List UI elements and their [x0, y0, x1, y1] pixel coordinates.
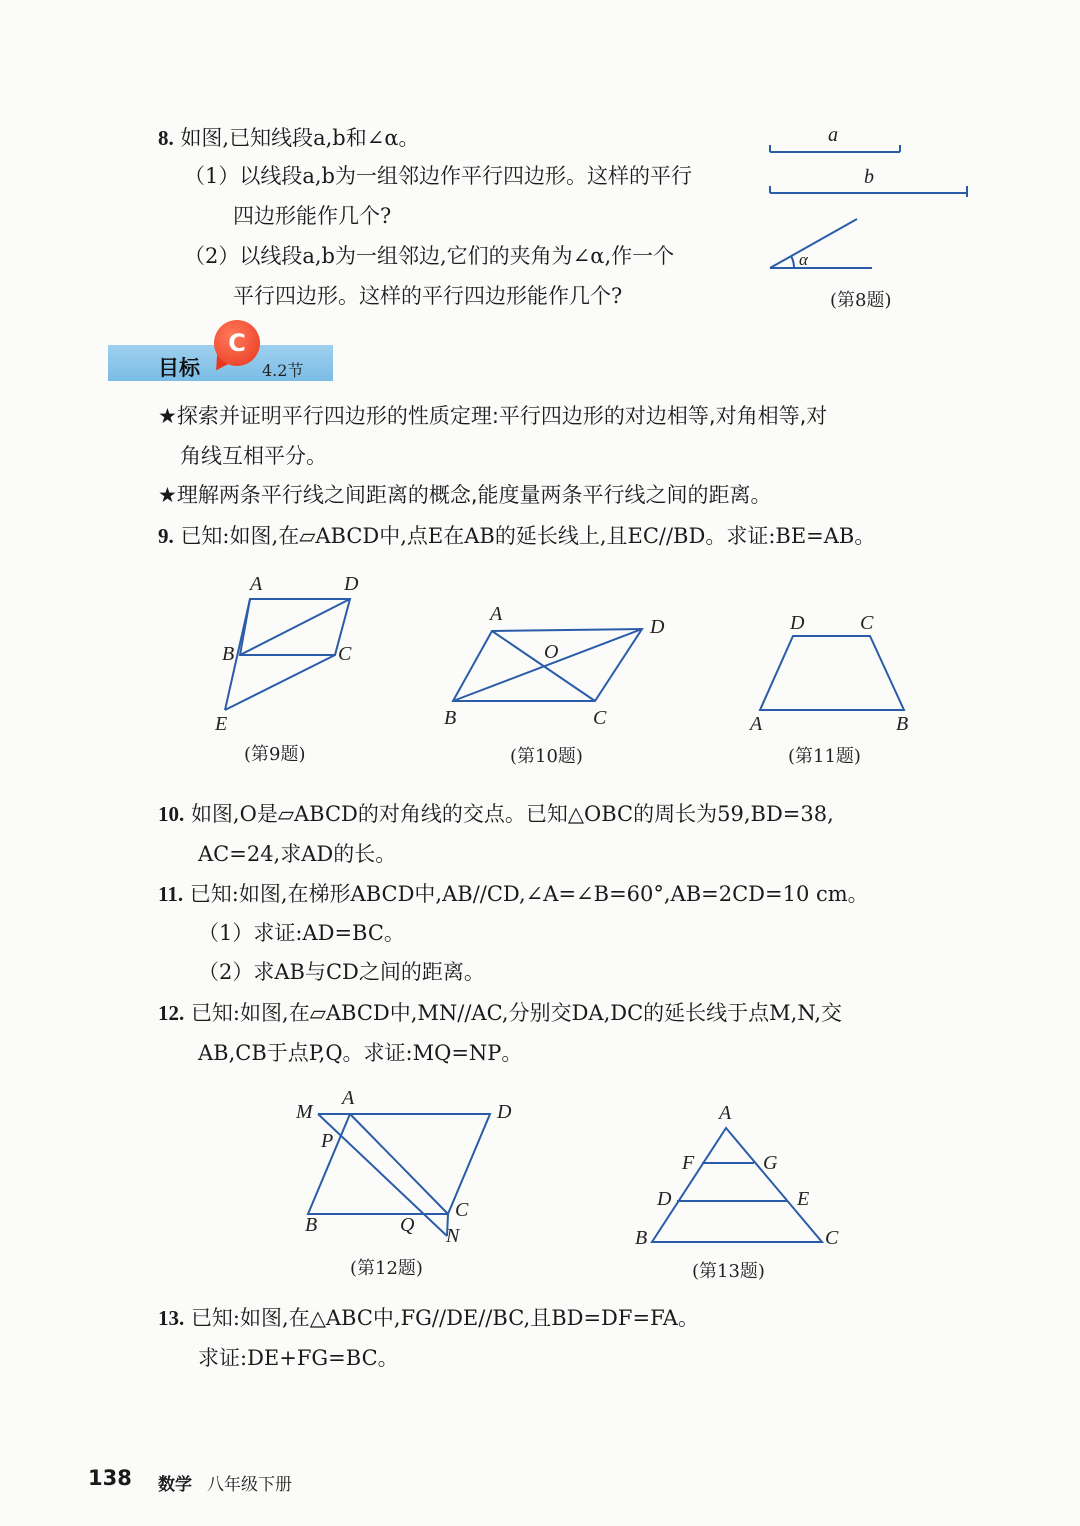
- problem-12-cont: AB,CB于点P,Q。求证:MQ=NP。: [198, 1041, 523, 1065]
- problem-8-sub1-cont: 四边形能作几个?: [233, 204, 392, 228]
- footer-subject: 数学: [158, 1475, 192, 1495]
- page-number: 138: [88, 1466, 132, 1490]
- problem-text: 已知:如图,在梯形ABCD中,AB//CD,∠A=∠B=60°,AB=2CD=10 cm。: [189, 882, 869, 906]
- problem-text: 已知:如图,在▱ABCD中,MN//AC,分别交DA,DC的延长线于点M,N,交: [190, 1001, 843, 1025]
- problem-number: 11.: [158, 882, 184, 906]
- goal-item-2: ★理解两条平行线之间距离的概念,能度量两条平行线之间的距离。: [158, 483, 772, 507]
- problem-number: 12.: [158, 1001, 185, 1025]
- caption-fig12: (第12题): [350, 1258, 423, 1279]
- fig13-triangle: [652, 1128, 822, 1242]
- problem-11-sub2: （2）求AB与CD之间的距离。: [198, 960, 485, 984]
- label-b: b: [864, 166, 874, 188]
- problem-13: [158, 1304, 699, 1332]
- fig12-label-N: N: [446, 1225, 460, 1247]
- footer-grade: 八年级下册: [207, 1475, 292, 1495]
- problem-number: 13.: [158, 1306, 185, 1330]
- fig13-label-F: F: [682, 1152, 695, 1174]
- caption-fig13: (第13题): [692, 1261, 765, 1282]
- goal-section: 4.2节: [262, 361, 304, 380]
- fig12-label-B: B: [305, 1214, 318, 1236]
- fig12-label-P: P: [321, 1130, 334, 1152]
- problem-10-cont: AC=24,求AD的长。: [198, 842, 397, 866]
- problem-11-sub1: （1）求证:AD=BC。: [198, 921, 405, 945]
- problem-8-sub2: （2）以线段a,b为一组邻边,它们的夹角为∠α,作一个: [184, 244, 675, 268]
- caption-fig9: (第9题): [244, 744, 306, 765]
- label-a: a: [828, 124, 838, 146]
- fig11-label-A: A: [750, 713, 763, 735]
- fig10-label-A: A: [490, 603, 503, 625]
- caption-fig8: (第8题): [830, 290, 892, 311]
- label-alpha: α: [799, 250, 808, 269]
- problem-number: 10.: [158, 802, 185, 826]
- fig10-label-D: D: [650, 616, 665, 638]
- goal-item-1-cont: 角线互相平分。: [180, 444, 327, 468]
- fig13-label-A: A: [719, 1102, 732, 1124]
- problem-number: 8.: [158, 126, 174, 150]
- fig11-label-D: D: [790, 612, 805, 634]
- problem-13-cont: 求证:DE+FG=BC。: [198, 1346, 399, 1370]
- fig13-label-D: D: [657, 1188, 672, 1210]
- fig12-diagonal-ac: [350, 1114, 448, 1214]
- fig13-label-B: B: [635, 1227, 648, 1249]
- fig12-label-C: C: [455, 1199, 469, 1221]
- fig12-label-M: M: [296, 1101, 313, 1123]
- fig9-label-C: C: [338, 643, 352, 665]
- fig10-label-B: B: [444, 707, 457, 729]
- fig9-label-A: A: [250, 573, 263, 595]
- fig11-label-C: C: [860, 612, 874, 634]
- fig9-label-E: E: [215, 713, 228, 735]
- fig13-label-E: E: [797, 1188, 810, 1210]
- fig12-label-Q: Q: [400, 1214, 415, 1236]
- fig13-label-G: G: [763, 1152, 778, 1174]
- problem-number: 9.: [158, 524, 174, 548]
- problem-8-sub2-cont: 平行四边形。这样的平行四边形能作几个?: [233, 284, 623, 308]
- caption-fig10: (第10题): [510, 746, 583, 767]
- problem-8-sub1: （1）以线段a,b为一组邻边作平行四边形。这样的平行: [184, 164, 692, 188]
- fig11-label-B: B: [896, 713, 909, 735]
- problem-text: 已知:如图,在△ABC中,FG//DE//BC,且BD=DF=FA。: [190, 1306, 699, 1330]
- fig9-label-B: B: [222, 643, 235, 665]
- problem-text: 如图,O是▱ABCD的对角线的交点。已知△OBC的周长为59,BD=38,: [190, 802, 834, 826]
- problem-text: 如图,已知线段a,b和∠α。: [180, 126, 420, 150]
- fig12-line-mn: [318, 1114, 447, 1236]
- level-badge: C: [214, 320, 260, 366]
- fig13-label-C: C: [825, 1227, 839, 1249]
- fig10-label-O: O: [544, 641, 559, 663]
- goal-title: 目标: [158, 356, 200, 380]
- goal-item-1: ★探索并证明平行四边形的性质定理:平行四边形的对边相等,对角相等,对: [158, 404, 828, 428]
- caption-fig11: (第11题): [788, 746, 861, 767]
- fig12-label-D: D: [497, 1101, 512, 1123]
- fig12-label-A: A: [342, 1087, 355, 1109]
- fig10-label-C: C: [593, 707, 607, 729]
- fig9-label-D: D: [344, 573, 359, 595]
- problem-text: 已知:如图,在▱ABCD中,点E在AB的延长线上,且EC//BD。求证:BE=AB。: [180, 524, 876, 548]
